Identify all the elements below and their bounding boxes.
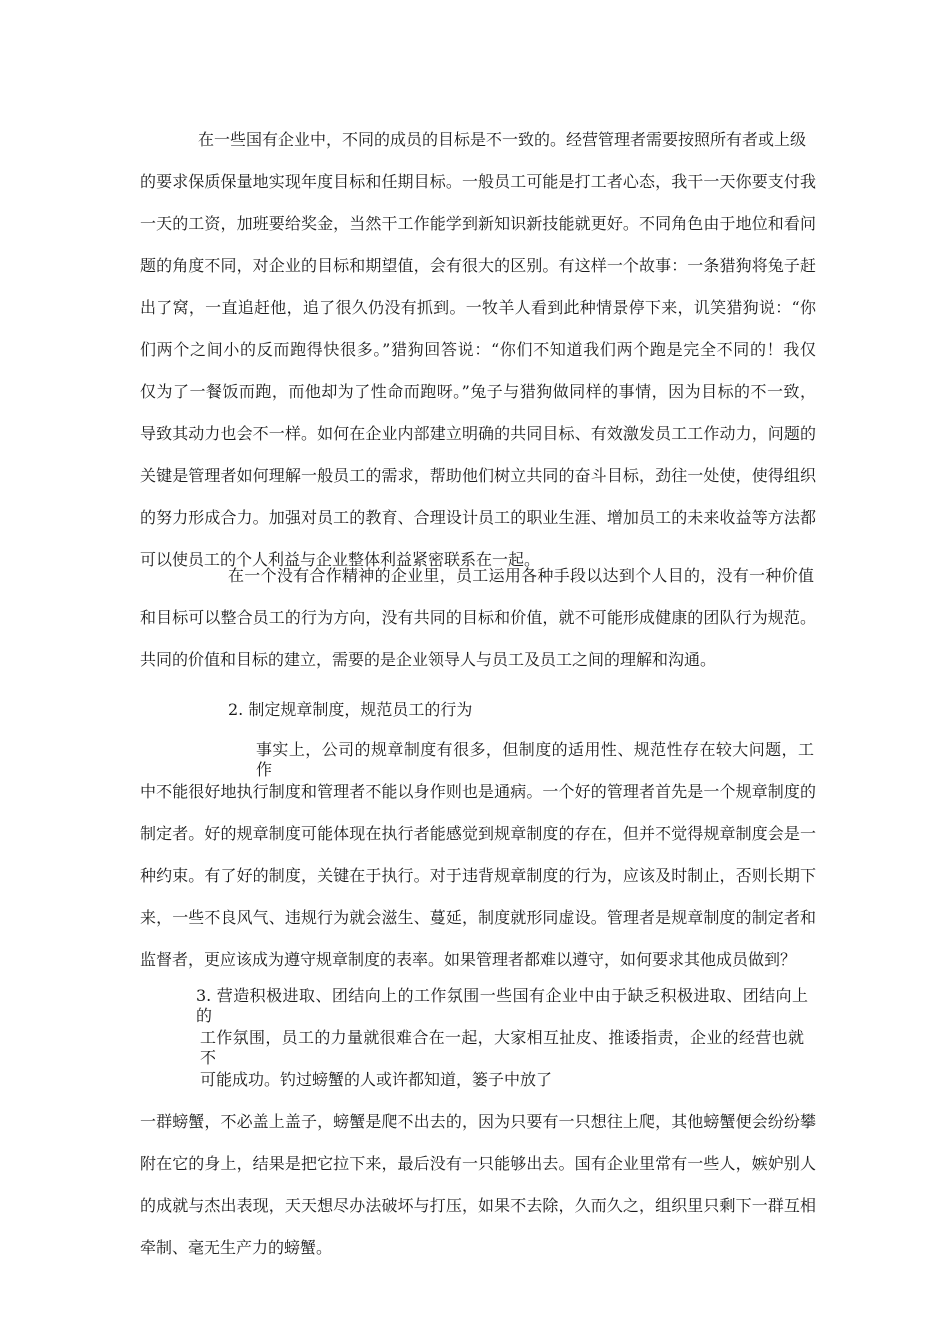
text-line: 仅为了一餐饭而跑，而他却为了性命而跑呀。”兔子与猎狗做同样的事情，因为目标的不一致， (140, 382, 816, 401)
text-line: 在一个没有合作精神的企业里，员工运用各种手段以达到个人目的，没有一种价值 (228, 566, 814, 585)
text-line: 们两个之间小的反而跑得快很多。”猎狗回答说：“你们不知道我们两个跑是完全不同的！我仅 (140, 340, 816, 359)
text-line: 在一些国有企业中，不同的成员的目标是不一致的。经营管理者需要按照所有者或上级 (198, 130, 807, 149)
text-line: 关键是管理者如何理解一般员工的需求，帮助他们树立共同的奋斗目标，劲往一处使，使得组织 (140, 466, 816, 485)
text-line: 事实上，公司的规章制度有很多，但制度的适用性、规范性存在较大问题，工作 (256, 740, 814, 779)
text-line: 的努力形成合力。加强对员工的教育、合理设计员工的职业生涯、增加员工的未来收益等方法都 (140, 508, 816, 527)
text-line: 3. 营造积极进取、团结向上的工作氛围一些国有企业中由于缺乏积极进取、团结向上的 (196, 986, 808, 1025)
text-line: 中不能很好地执行制度和管理者不能以身作则也是通病。一个好的管理者首先是一个规章制度的 (140, 782, 816, 801)
text-line: 牵制、毫无生产力的螃蟹。 (140, 1238, 333, 1257)
text-line: 工作氛围，员工的力量就很难合在一起，大家相互扯皮、推诿指责，企业的经营也就不 (200, 1028, 804, 1067)
text-line: 的要求保质保量地实现年度目标和任期目标。一般员工可能是打工者心态，我干一天你要支付我 (140, 172, 816, 191)
text-line: 来，一些不良风气、违规行为就会滋生、蔓延，制度就形同虚设。管理者是规章制度的制定者和 (140, 908, 816, 927)
section-heading-2: 2. 制定规章制度，规范员工的行为 (228, 700, 473, 719)
text-line: 种约束。有了好的制度，关键在于执行。对于违背规章制度的行为，应该及时制止，否则长期下 (140, 866, 816, 885)
text-line: 制定者。好的规章制度可能体现在执行者能感觉到规章制度的存在，但并不觉得规章制度会是一 (140, 824, 816, 843)
text-line: 附在它的身上，结果是把它拉下来，最后没有一只能够出去。国有企业里常有一些人，嫉妒别人 (140, 1154, 816, 1173)
text-line: 的成就与杰出表现，天天想尽办法破坏与打压，如果不去除，久而久之，组织里只剩下一群互相 (140, 1196, 816, 1215)
text-line: 一群螃蟹，不必盖上盖子，螃蟹是爬不出去的，因为只要有一只想往上爬，其他螃蟹便会纷纷攀 (140, 1112, 816, 1131)
text-line: 题的角度不同，对企业的目标和期望值，会有很大的区别。有这样一个故事：一条猎狗将兔子赶 (140, 256, 816, 275)
text-line: 导致其动力也会不一样。如何在企业内部建立明确的共同目标、有效激发员工工作动力，问题的 (140, 424, 816, 443)
text-line: 和目标可以整合员工的行为方向，没有共同的目标和价值，就不可能形成健康的团队行为规范。 (140, 608, 816, 627)
text-line: 监督者，更应该成为遵守规章制度的表率。如果管理者都难以遵守，如何要求其他成员做到？ (140, 950, 797, 969)
text-line: 出了窝，一直追赶他，追了很久仍没有抓到。一牧羊人看到此种情景停下来，讥笑猎狗说：“你 (140, 298, 816, 317)
text-line: 可能成功。钓过螃蟹的人或许都知道，篓子中放了 (200, 1070, 553, 1089)
text-line: 可以使员工的个人利益与企业整体利益紧密联系在一起。 (140, 550, 541, 569)
text-line: 共同的价值和目标的建立，需要的是企业领导人与员工及员工之间的理解和沟通。 (140, 650, 717, 669)
text-line: 一天的工资，加班要给奖金，当然干工作能学到新知识新技能就更好。不同角色由于地位和看问 (140, 214, 816, 233)
